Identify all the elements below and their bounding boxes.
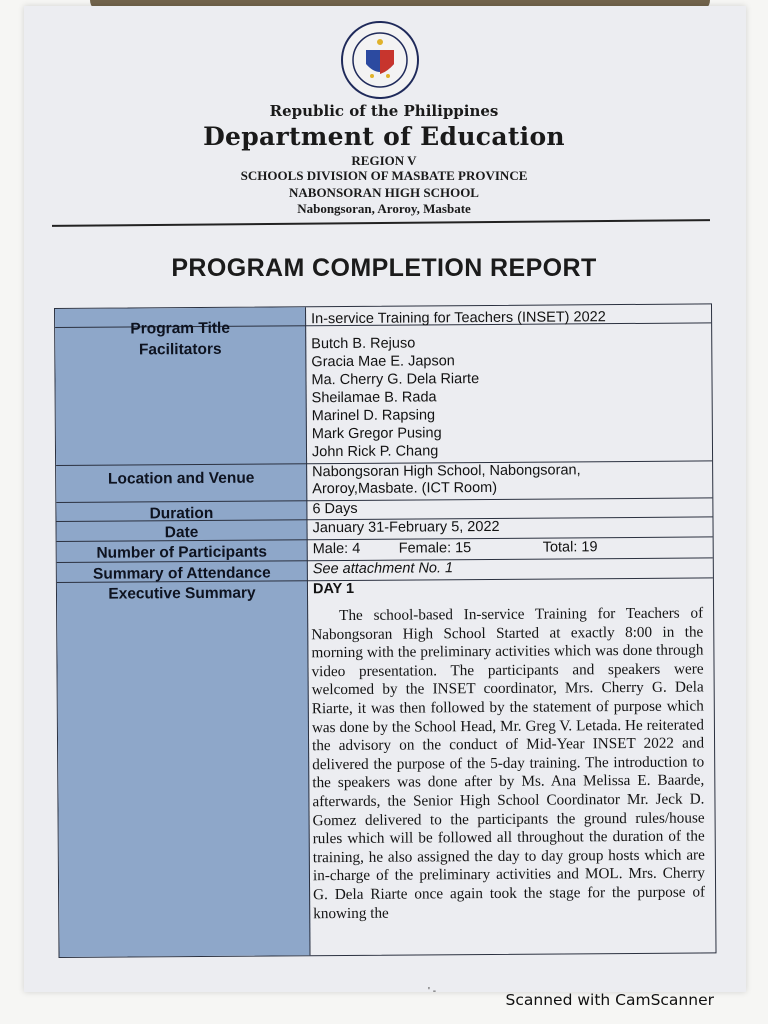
- date-value: January 31-February 5, 2022: [312, 518, 500, 537]
- facilitator-name: Gracia Mae E. Japson: [311, 353, 455, 371]
- location-value-line2: Aroroy,Masbate. (ICT Room): [312, 479, 498, 498]
- location-value-line1: Nabongsoran High School, Nabongsoran,: [312, 462, 581, 481]
- header-division: SCHOOLS DIVISION OF MASBATE PROVINCE: [240, 168, 528, 183]
- facilitators-label: Facilitators: [138, 340, 222, 359]
- attendance-value: See attachment No. 1: [312, 560, 454, 578]
- facilitator-name: John Rick P. Chang: [311, 443, 439, 461]
- header-republic: Republic of the Philippines: [269, 102, 499, 120]
- facilitator-name: Marinel D. Rapsing: [311, 407, 436, 425]
- duration-label: Duration: [149, 504, 214, 523]
- report-title: PROGRAM COMPLETION REPORT: [171, 254, 597, 282]
- report-table: [54, 303, 717, 958]
- location-label: Location and Venue: [107, 469, 255, 488]
- executive-summary-text: The school-based In-service Training for Teachers of Nabongsoran High School Started at exactly 8:00 in the morning with the preliminary activities which was done through video presentation. The participants and speakers were welcomed by the INSET coordinator, Mrs. Cherry G. Dela Riarte, it was then followed by the statement of purpose which was done by the School Head, Mr. Greg V. Letada. He reiterated the advisory on the conduct of Mid-Year INSET 2022 and delivered the purpose of the 5-day training. The introduction to the speakers was done after by Ms. Ana Melissa E. Baarde, afterwards, the Senior High School Coordinator Mr. Jeck D. Gomez delivered to the participants the ground rules/house rules which will be followed all throughout the duration of the training, he also assigned the day to day group hosts which are in-charge of the preliminary activities and MOL. Mrs. Cherry G. Dela Riarte once again took the stage for the purpose of knowing the: [311, 604, 706, 922]
- program-title-value: In-service Training for Teachers (INSET) 2022: [311, 309, 606, 328]
- participants-female: Female: 15: [398, 540, 472, 557]
- scan-mark: ' -: [428, 986, 437, 997]
- participants-male: Male: 4: [312, 540, 361, 558]
- program-title-label: Program Title: [130, 319, 231, 338]
- deped-seal-icon: [340, 20, 420, 100]
- executive-summary-label: Executive Summary: [108, 584, 256, 603]
- facilitator-name: Ma. Cherry G. Dela Riarte: [311, 371, 480, 389]
- attendance-label: Summary of Attendance: [92, 564, 271, 583]
- header-region: REGION V: [351, 153, 417, 168]
- header-school: NABONSORAN HIGH SCHOOL: [289, 185, 479, 200]
- label-column: [55, 307, 311, 957]
- camscanner-watermark: Scanned with CamScanner: [505, 991, 714, 1009]
- participants-label: Number of Participants: [96, 543, 268, 562]
- facilitator-name: Butch B. Rejuso: [311, 335, 416, 353]
- header-department: Department of Education: [203, 122, 565, 151]
- header-address: Nabongsoran, Aroroy, Masbate: [297, 201, 471, 216]
- participants-total: Total: 19: [542, 539, 598, 556]
- facilitator-name: Mark Gregor Pusing: [311, 425, 442, 443]
- duration-value: 6 Days: [312, 500, 358, 518]
- facilitator-name: Sheilamae B. Rada: [311, 389, 437, 407]
- date-label: Date: [164, 523, 199, 542]
- day-heading: DAY 1: [312, 580, 355, 598]
